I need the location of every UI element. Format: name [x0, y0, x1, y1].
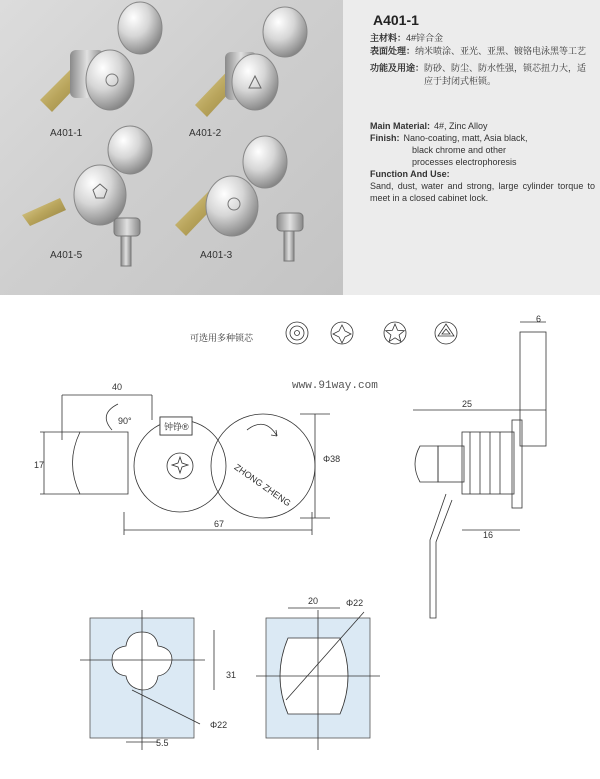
product-photo-panel	[0, 0, 343, 295]
brand-mark: 钟铮®	[164, 422, 189, 432]
en-material-row	[370, 120, 595, 132]
en-function-key: Function And Use:	[370, 169, 450, 179]
dim-25: 25	[462, 399, 473, 409]
cn-material-value: 4#锌合金	[406, 33, 444, 43]
lock-core-option-triangle	[331, 322, 353, 344]
dim-phi-22-left: Φ22	[210, 720, 228, 730]
en-material-key: Main Material:	[370, 121, 431, 131]
photo-label-a401-1: A401-1	[50, 128, 83, 139]
photo-label-a401-2: A401-2	[189, 128, 222, 139]
cutout-cross-view	[80, 610, 214, 750]
photo-lock-a401-5	[22, 126, 152, 266]
photo-lock-a401-1	[40, 2, 162, 112]
cn-surface-value: 纳米喷涂、亚光、亚黑、镀铬电泳黑等工艺	[415, 46, 587, 56]
cn-function-value: 防砂、防尘、防水性强，锁芯扭力大，适应于封闭式柜锁。	[424, 63, 587, 86]
cn-material-row	[370, 32, 595, 45]
watermark: www.91way.com	[292, 380, 378, 392]
dim-40: 40	[112, 382, 123, 392]
core-options-label: 可选用多种锁芯	[190, 333, 254, 343]
dim-17: 17	[34, 460, 45, 470]
lock-core-option-star	[384, 322, 406, 344]
photo-lock-a401-2	[195, 7, 307, 117]
en-finish-key: Finish:	[370, 133, 400, 143]
product-model-title: A401-1	[373, 12, 419, 28]
en-material-value: 4#, Zinc Alloy	[434, 121, 488, 131]
en-finish-line3: processes electrophoresis	[412, 157, 517, 167]
spec-panel	[343, 0, 600, 295]
technical-drawing	[0, 295, 600, 779]
en-finish-line1: Nano-coating, matt, Asia black,	[403, 133, 528, 143]
photo-label-a401-3: A401-3	[200, 250, 233, 261]
cutout-flat-view	[256, 608, 380, 750]
cn-function-key: 功能及用途：	[370, 63, 425, 73]
en-finish-row	[370, 132, 595, 144]
side-view	[413, 322, 546, 618]
spec-chinese	[370, 32, 595, 88]
photo-lock-a401-3	[175, 136, 303, 261]
cn-surface-row	[370, 45, 595, 58]
dim-31: 31	[226, 670, 237, 680]
lock-core-option-round	[286, 322, 308, 344]
dim-5-5: 5.5	[156, 738, 169, 748]
dim-67: 67	[214, 519, 225, 529]
dim-phi-38: Φ38	[323, 454, 341, 464]
en-finish-line2: black chrome and other	[412, 145, 507, 155]
dim-20: 20	[308, 596, 319, 606]
front-view	[40, 395, 330, 535]
dim-16: 16	[483, 530, 494, 540]
cn-surface-key: 表面处理：	[370, 46, 416, 56]
en-function-body: Sand, dust, water and strong, large cylinder torque to meet in a closed cabinet lock.	[370, 181, 595, 203]
cn-material-key: 主材料：	[370, 33, 407, 43]
dim-phi-22-right: Φ22	[346, 598, 364, 608]
brand-cover-text: ZHONG ZHENG	[232, 461, 293, 509]
cn-function-row	[370, 62, 595, 88]
spec-english	[370, 120, 595, 204]
dim-6: 6	[536, 314, 542, 324]
photo-label-a401-5: A401-5	[50, 250, 83, 261]
lock-core-option-arrow	[435, 322, 457, 344]
dim-90-degree: 90°	[118, 416, 132, 426]
